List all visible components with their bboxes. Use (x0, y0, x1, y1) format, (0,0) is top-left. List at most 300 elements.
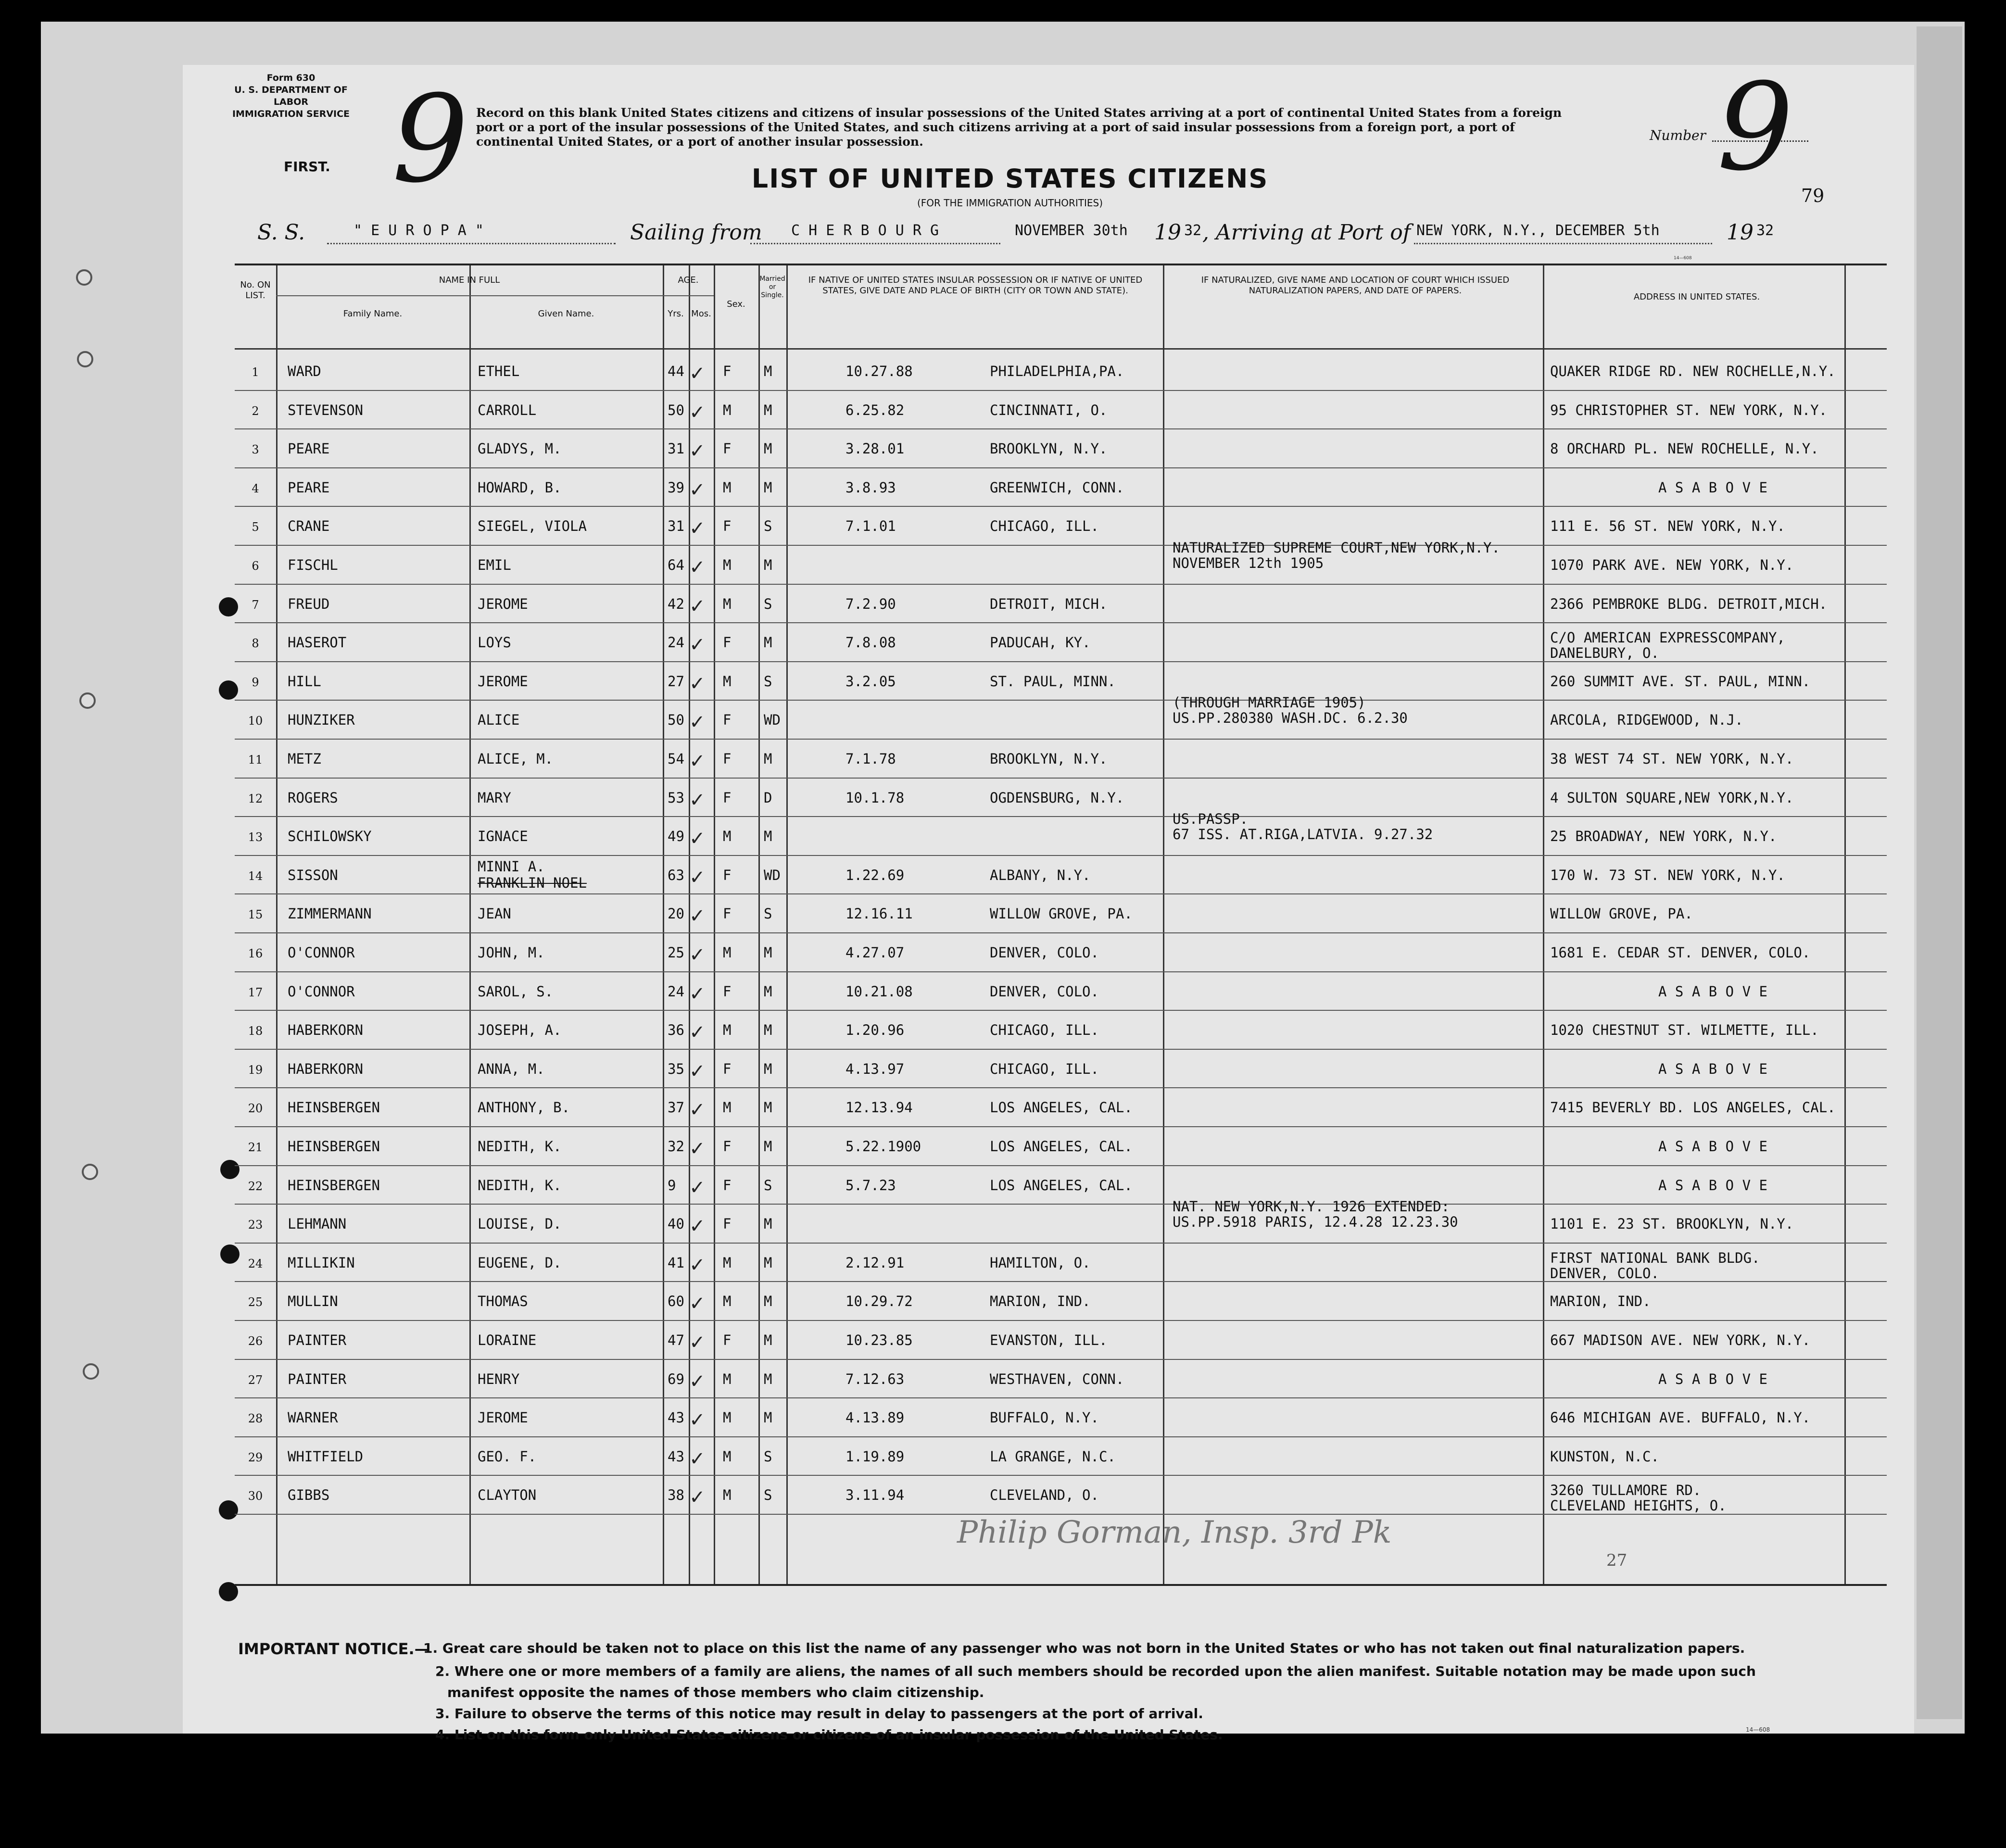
cell-sex: M (723, 1409, 732, 1426)
row-line (235, 545, 1887, 546)
hand-number-right: 9 (1717, 57, 1794, 197)
cell-nat1: (THROUGH MARRIAGE 1905) (1173, 694, 1366, 711)
cell-sex: F (723, 1216, 732, 1232)
cell-bdate: 1.20.96 (845, 1022, 905, 1039)
cell-age: 63 (668, 867, 684, 883)
cell-addr1: 260 SUMMIT AVE. ST. PAUL, MINN. (1550, 673, 1811, 690)
cell-given-struck: FRANKLIN NOEL (478, 874, 587, 891)
cell-nat1: US.PASSP. (1173, 811, 1249, 828)
cell-sex: M (723, 595, 732, 612)
number-label: Number (1650, 127, 1706, 143)
form-code-top: 14—608 (1674, 256, 1692, 261)
cell-given: NEDITH, K. (478, 1138, 562, 1155)
form-service: IMMIGRATION SERVICE (232, 109, 350, 119)
cell-bplace: LOS ANGELES, CAL. (990, 1099, 1133, 1116)
cell-family: PAINTER (288, 1370, 347, 1387)
cell-ms: WD (764, 867, 781, 883)
check-mark-icon: ✓ (689, 556, 706, 578)
check-mark-icon: ✓ (689, 905, 706, 928)
row-number: 26 (248, 1334, 263, 1348)
row-number: 16 (248, 947, 263, 960)
col-line (1844, 265, 1846, 1584)
cell-bdate: 6.25.82 (845, 402, 905, 418)
cell-age: 43 (668, 1409, 684, 1426)
row-number: 24 (248, 1257, 263, 1270)
cell-age: 47 (668, 1332, 684, 1348)
cell-sex: F (723, 712, 732, 729)
cell-bdate: 4.27.07 (845, 944, 905, 961)
row-number: 23 (248, 1218, 263, 1232)
cell-ms: M (764, 1332, 772, 1348)
cell-sex: F (723, 363, 732, 379)
row-line (235, 1436, 1887, 1437)
page-number: 79 (1801, 185, 1825, 206)
row-line (235, 778, 1887, 779)
cell-given: EMIL (478, 557, 511, 573)
cell-addr2: CLEVELAND HEIGHTS, O. (1550, 1497, 1727, 1514)
cell-family: LEHMANN (288, 1216, 347, 1232)
cell-addr1: 646 MICHIGAN AVE. BUFFALO, N.Y. (1550, 1409, 1811, 1426)
cell-given: ALICE (478, 712, 520, 729)
cell-addr1: 7415 BEVERLY BD. LOS ANGELES, CAL. (1550, 1099, 1836, 1116)
port-from-dotline (750, 243, 1000, 244)
cell-sex: F (723, 751, 732, 767)
cell-addr1: QUAKER RIDGE RD. NEW ROCHELLE,N.Y. (1550, 363, 1836, 379)
cell-age: 41 (668, 1254, 684, 1271)
check-mark-icon: ✓ (689, 1293, 706, 1315)
check-mark-icon: ✓ (689, 1060, 706, 1082)
row-line (235, 1397, 1887, 1398)
cell-sex: M (723, 1099, 732, 1116)
cell-family: WARNER (288, 1409, 338, 1426)
cell-age: 54 (668, 751, 684, 767)
cell-given: JEROME (478, 1409, 528, 1426)
cell-sex: M (723, 1022, 732, 1039)
row-line (235, 622, 1887, 623)
form-number: Form 630 (266, 73, 315, 83)
cell-ms: M (764, 1216, 772, 1232)
row-number: 3 (252, 443, 259, 457)
cell-family: HILL (288, 673, 321, 690)
cell-ms: M (764, 1060, 772, 1077)
check-mark-icon: ✓ (689, 1215, 706, 1238)
row-number: 7 (252, 598, 259, 612)
cell-bdate: 4.13.97 (845, 1060, 905, 1077)
cell-age: 27 (668, 673, 684, 690)
cell-sex: F (723, 1060, 732, 1077)
row-number: 25 (248, 1295, 263, 1309)
ss-label: S. S. (257, 220, 305, 245)
row-line (235, 1049, 1887, 1050)
row-number: 22 (248, 1179, 263, 1193)
cell-ms: M (764, 634, 772, 651)
cell-bdate: 7.8.08 (845, 634, 896, 651)
row-line (235, 1126, 1887, 1127)
row-line (235, 971, 1887, 972)
cell-family: METZ (288, 751, 321, 767)
check-mark-icon: ✓ (689, 1021, 706, 1044)
cell-sex: M (723, 1293, 732, 1310)
year-prefix-2: 19 (1727, 220, 1754, 245)
cell-bdate: 5.7.23 (845, 1177, 896, 1194)
cell-age: 35 (668, 1060, 684, 1077)
cell-family: WHITFIELD (288, 1448, 364, 1465)
row-line (235, 1204, 1887, 1205)
row-number: 28 (248, 1412, 263, 1426)
check-mark-icon: ✓ (689, 1332, 706, 1354)
cell-age: 50 (668, 712, 684, 729)
header-naturalized: IF NATURALIZED, GIVE NAME AND LOCATION OF COURT WHICH ISSUED NATURALIZATION PAPERS, AND DATE OF PAPERS. (1201, 275, 1510, 296)
cell-family: HEINSBERGEN (288, 1177, 380, 1194)
row-number: 11 (248, 753, 263, 767)
cell-ms: M (764, 828, 772, 845)
passenger-table (235, 264, 1887, 1586)
check-mark-icon: ✓ (689, 595, 706, 617)
cell-age: 24 (668, 634, 684, 651)
cell-family: O'CONNOR (288, 944, 355, 961)
cell-given: ETHEL (478, 363, 520, 379)
cell-sex: M (723, 944, 732, 961)
row-line (235, 661, 1887, 662)
cell-bdate: 7.12.63 (845, 1370, 905, 1387)
row-number: 10 (248, 714, 263, 728)
cell-bplace: ALBANY, N.Y. (990, 867, 1091, 883)
cell-age: 64 (668, 557, 684, 573)
cell-addr1: WILLOW GROVE, PA. (1550, 905, 1693, 922)
header-native: IF NATIVE OF UNITED STATES INSULAR POSSESSION OR IF NATIVE OF UNITED STATES, GIVE DATE AND PLACE OF BIRTH (CITY OR TOWN AND STATE). (808, 275, 1143, 296)
cell-age: 25 (668, 944, 684, 961)
form-info (226, 72, 356, 120)
cell-age: 49 (668, 828, 684, 845)
col-line (786, 265, 788, 1584)
header-no: No. ON LIST. (240, 280, 271, 301)
row-line (235, 932, 1887, 933)
row-number: 6 (252, 559, 259, 573)
row-line (235, 1475, 1887, 1476)
form-class: FIRST. (284, 159, 330, 175)
cell-age: 40 (668, 1216, 684, 1232)
row-number: 5 (252, 520, 259, 534)
cell-bdate: 5.22.1900 (845, 1138, 921, 1155)
cell-sex: F (723, 905, 732, 922)
cell-given: SAROL, S. (478, 983, 554, 1000)
cell-age: 20 (668, 905, 684, 922)
cell-addr1: 1070 PARK AVE. NEW YORK, N.Y. (1550, 557, 1794, 573)
check-mark-icon: ✓ (689, 634, 706, 656)
cell-addr1: 25 BROADWAY, NEW YORK, N.Y. (1550, 828, 1777, 845)
cell-age: 69 (668, 1370, 684, 1387)
cell-sex: F (723, 867, 732, 883)
row-number: 4 (252, 481, 259, 495)
row-line (235, 1359, 1887, 1360)
cell-addr1: 2366 PEMBROKE BLDG. DETROIT,MICH. (1550, 595, 1828, 612)
cell-nat1: NATURALIZED SUPREME COURT,NEW YORK,N.Y. (1173, 540, 1500, 556)
row-line (235, 584, 1887, 585)
cell-given: JEAN (478, 905, 511, 922)
cell-bplace: ST. PAUL, MINN. (990, 673, 1116, 690)
cell-addr1: 667 MADISON AVE. NEW YORK, N.Y. (1550, 1332, 1811, 1348)
binder-hole (82, 1164, 98, 1180)
cell-family: HEINSBERGEN (288, 1099, 380, 1116)
row-line (235, 506, 1887, 507)
row-number: 20 (248, 1102, 263, 1116)
cell-bdate: 7.1.01 (845, 518, 896, 535)
cell-sex: M (723, 1254, 732, 1271)
year-prefix-1: 19 (1154, 220, 1181, 245)
cell-bplace: WILLOW GROVE, PA. (990, 905, 1133, 922)
check-mark-icon: ✓ (689, 672, 706, 695)
notice-item-4: 4. List on this form only United States citizens or citizens of an insular possession of the United States. (435, 1727, 1223, 1743)
cell-ms: M (764, 1254, 772, 1271)
cell-family: SCHILOWSKY (288, 828, 372, 845)
document-title: LIST OF UNITED STATES CITIZENS (751, 163, 1269, 194)
cell-bplace: CHICAGO, ILL. (990, 1022, 1099, 1039)
cell-bplace: EVANSTON, ILL. (990, 1332, 1108, 1348)
cell-bdate: 10.1.78 (845, 789, 905, 806)
cell-sex: F (723, 440, 732, 457)
check-mark-icon: ✓ (689, 1409, 706, 1432)
cell-given: LORAINE (478, 1332, 537, 1348)
col-line (663, 265, 664, 1584)
cell-given: GLADYS, M. (478, 440, 562, 457)
preamble-text: Record on this blank United States citizens and citizens of insular possessions of the United States arriving at a port of continental United States from a foreign port or a port of the insular possessions of the United States, and such citizens arriving at a port of said insular possessions from a foreign port, a port of continental United States, or a port of another insular possession. (476, 106, 1562, 149)
cell-family: STEVENSON (288, 402, 364, 418)
cell-addr1: A S A B O V E (1658, 1060, 1767, 1077)
row-number: 2 (252, 404, 259, 418)
cell-given: JEROME (478, 595, 528, 612)
cell-sex: F (723, 1138, 732, 1155)
cell-family: HUNZIKER (288, 712, 355, 729)
row-line (235, 1010, 1887, 1011)
cell-given: HOWARD, B. (478, 479, 562, 496)
cell-sex: F (723, 789, 732, 806)
cell-bdate: 10.27.88 (845, 363, 913, 379)
cell-family: O'CONNOR (288, 983, 355, 1000)
cell-given: MINNI A. (478, 858, 545, 875)
cell-bplace: CHICAGO, ILL. (990, 1060, 1099, 1077)
header-line (235, 348, 1887, 350)
cell-bplace: CLEVELAND, O. (990, 1487, 1099, 1504)
cell-bplace: PHILADELPHIA,PA. (990, 363, 1124, 379)
row-line (235, 428, 1887, 429)
header-yrs: Yrs. (668, 309, 684, 319)
header-married: Married or Single. (759, 275, 785, 299)
cell-given: SIEGEL, VIOLA (478, 518, 587, 535)
cell-bplace: LOS ANGELES, CAL. (990, 1138, 1133, 1155)
row-line (235, 1243, 1887, 1244)
cell-given: JOSEPH, A. (478, 1022, 562, 1039)
cell-addr1: A S A B O V E (1658, 1138, 1767, 1155)
cell-addr1: 170 W. 73 ST. NEW YORK, N.Y. (1550, 867, 1785, 883)
cell-age: 31 (668, 440, 684, 457)
cell-ms: M (764, 1409, 772, 1426)
row-line (235, 1165, 1887, 1166)
row-line (235, 1087, 1887, 1088)
notice-item-1: 1. Great care should be taken not to place on this list the name of any passenger who was not born in the United States or who has not taken out final naturalization papers. (423, 1640, 1745, 1656)
header-address: ADDRESS IN UNITED STATES. (1633, 292, 1760, 302)
cell-ms: M (764, 983, 772, 1000)
cell-sex: M (723, 1448, 732, 1465)
cell-age: 31 (668, 518, 684, 535)
inspector-signature: Philip Gorman, Insp. 3rd Pk (957, 1515, 1392, 1550)
cell-ms: M (764, 751, 772, 767)
cell-addr1: C/O AMERICAN EXPRESSCOMPANY, (1550, 629, 1785, 646)
cell-given: ANTHONY, B. (478, 1099, 570, 1116)
col-line (469, 265, 471, 1584)
cell-ms: S (764, 1487, 772, 1504)
cell-age: 39 (668, 479, 684, 496)
cell-addr1: 1101 E. 23 ST. BROOKLYN, N.Y. (1550, 1216, 1794, 1232)
cell-age: 50 (668, 402, 684, 418)
check-mark-icon: ✓ (689, 517, 706, 540)
cell-ms: M (764, 363, 772, 379)
cell-bdate: 3.8.93 (845, 479, 896, 496)
cell-bdate: 10.23.85 (845, 1332, 913, 1348)
cell-given: CLAYTON (478, 1487, 537, 1504)
row-line (235, 855, 1887, 856)
cell-ms: M (764, 1293, 772, 1310)
header-sex: Sex. (727, 299, 745, 309)
row-line (235, 893, 1887, 894)
check-mark-icon: ✓ (689, 440, 706, 463)
cell-given: CARROLL (478, 402, 537, 418)
cell-age: 36 (668, 1022, 684, 1039)
cell-sex: M (723, 673, 732, 690)
cell-age: 32 (668, 1138, 684, 1155)
check-mark-icon: ✓ (689, 1447, 706, 1470)
row-number: 8 (252, 637, 259, 651)
cell-bplace: OGDENSBURG, N.Y. (990, 789, 1124, 806)
cell-ms: WD (764, 712, 781, 729)
check-mark-icon: ✓ (689, 1486, 706, 1509)
header-line (276, 295, 714, 296)
cell-bdate: 3.11.94 (845, 1487, 905, 1504)
cell-given: JOHN, M. (478, 944, 545, 961)
cell-bplace: DENVER, COLO. (990, 983, 1099, 1000)
cell-ms: M (764, 440, 772, 457)
cell-sex: F (723, 1332, 732, 1348)
cell-family: FREUD (288, 595, 330, 612)
header-family: Family Name. (343, 309, 403, 319)
cell-bdate: 7.1.78 (845, 751, 896, 767)
cell-given: THOMAS (478, 1293, 528, 1310)
row-line (235, 700, 1887, 701)
binder-hole (76, 269, 92, 286)
cell-bplace: CHICAGO, ILL. (990, 518, 1099, 535)
cell-bdate: 12.13.94 (845, 1099, 913, 1116)
cell-sex: M (723, 1370, 732, 1387)
row-number: 17 (248, 985, 263, 999)
cell-family: ZIMMERMANN (288, 905, 372, 922)
check-mark-icon: ✓ (689, 789, 706, 811)
arriving-label: , Arriving at Port of (1202, 220, 1411, 245)
cell-ms: M (764, 402, 772, 418)
col-line (1163, 265, 1164, 1584)
row-number: 30 (248, 1489, 263, 1503)
col-line (1543, 265, 1544, 1584)
cell-bdate: 4.13.89 (845, 1409, 905, 1426)
row-number: 19 (248, 1063, 263, 1077)
cell-sex: F (723, 983, 732, 1000)
cell-addr1: FIRST NATIONAL BANK BLDG. (1550, 1249, 1760, 1266)
cell-ms: S (764, 518, 772, 535)
row-line (235, 1320, 1887, 1321)
cell-addr1: 1020 CHESTNUT ST. WILMETTE, ILL. (1550, 1022, 1819, 1039)
cell-addr1: 8 ORCHARD PL. NEW ROCHELLE, N.Y. (1550, 440, 1819, 457)
cell-ms: S (764, 1177, 772, 1194)
row-line (235, 390, 1887, 391)
cell-bdate: 3.28.01 (845, 440, 905, 457)
row-number: 15 (248, 908, 263, 922)
cell-sex: M (723, 402, 732, 418)
cell-age: 43 (668, 1448, 684, 1465)
cell-family: CRANE (288, 518, 330, 535)
row-line (235, 467, 1887, 468)
cell-family: PEARE (288, 479, 330, 496)
cell-given: EUGENE, D. (478, 1254, 562, 1271)
cell-bdate: 7.2.90 (845, 595, 896, 612)
cell-family: MILLIKIN (288, 1254, 355, 1271)
cell-ms: M (764, 479, 772, 496)
cell-family: HABERKORN (288, 1060, 364, 1077)
date-from: NOVEMBER 30th (1015, 222, 1128, 239)
cell-bplace: CINCINNATI, O. (990, 402, 1108, 418)
notice-item-2-cont: manifest opposite the names of those members who claim citizenship. (447, 1685, 984, 1700)
row-number: 13 (248, 830, 263, 844)
port-from: C H E R B O U R G (791, 222, 939, 239)
cell-ms: S (764, 673, 772, 690)
cell-bdate: 10.21.08 (845, 983, 913, 1000)
check-mark-icon: ✓ (689, 1176, 706, 1199)
cell-given: HENRY (478, 1370, 520, 1387)
cell-age: 60 (668, 1293, 684, 1310)
cell-nat2: US.PP.280380 WASH.DC. 6.2.30 (1173, 710, 1408, 727)
year-1: 32 (1184, 222, 1202, 239)
cell-sex: M (723, 1487, 732, 1504)
binder-hole (77, 351, 93, 367)
hand-number-left: 9 (392, 69, 469, 209)
row-number: 14 (248, 869, 263, 883)
row-number: 27 (248, 1373, 263, 1387)
cell-nat2: 67 ISS. AT.RIGA,LATVIA. 9.27.32 (1173, 826, 1433, 843)
cell-addr1: A S A B O V E (1658, 1177, 1767, 1194)
header-age: AGE. (678, 275, 699, 285)
check-mark-icon: ✓ (689, 401, 706, 424)
cell-bplace: WESTHAVEN, CONN. (990, 1370, 1124, 1387)
cell-addr1: 1681 E. CEDAR ST. DENVER, COLO. (1550, 944, 1811, 961)
cell-bdate: 3.2.05 (845, 673, 896, 690)
row-number: 18 (248, 1024, 263, 1038)
cell-sex: M (723, 479, 732, 496)
check-mark-icon: ✓ (689, 363, 706, 385)
paper-edge (1917, 26, 1962, 1719)
cell-nat2: NOVEMBER 12th 1905 (1173, 555, 1324, 571)
cell-addr1: 111 E. 56 ST. NEW YORK, N.Y. (1550, 518, 1785, 535)
cell-bplace: MARION, IND. (990, 1293, 1091, 1310)
check-mark-icon: ✓ (689, 1138, 706, 1160)
cell-ms: M (764, 1138, 772, 1155)
cell-sex: M (723, 557, 732, 573)
cell-addr1: MARION, IND. (1550, 1293, 1651, 1310)
binder-hole (79, 692, 96, 709)
sailing-label: Sailing from (630, 220, 762, 245)
cell-given: IGNACE (478, 828, 528, 845)
cell-bplace: GREENWICH, CONN. (990, 479, 1124, 496)
cell-bplace: BROOKLYN, N.Y. (990, 440, 1108, 457)
cell-family: PEARE (288, 440, 330, 457)
cell-bdate: 2.12.91 (845, 1254, 905, 1271)
document-subtitle: (FOR THE IMMIGRATION AUTHORITIES) (917, 197, 1103, 209)
